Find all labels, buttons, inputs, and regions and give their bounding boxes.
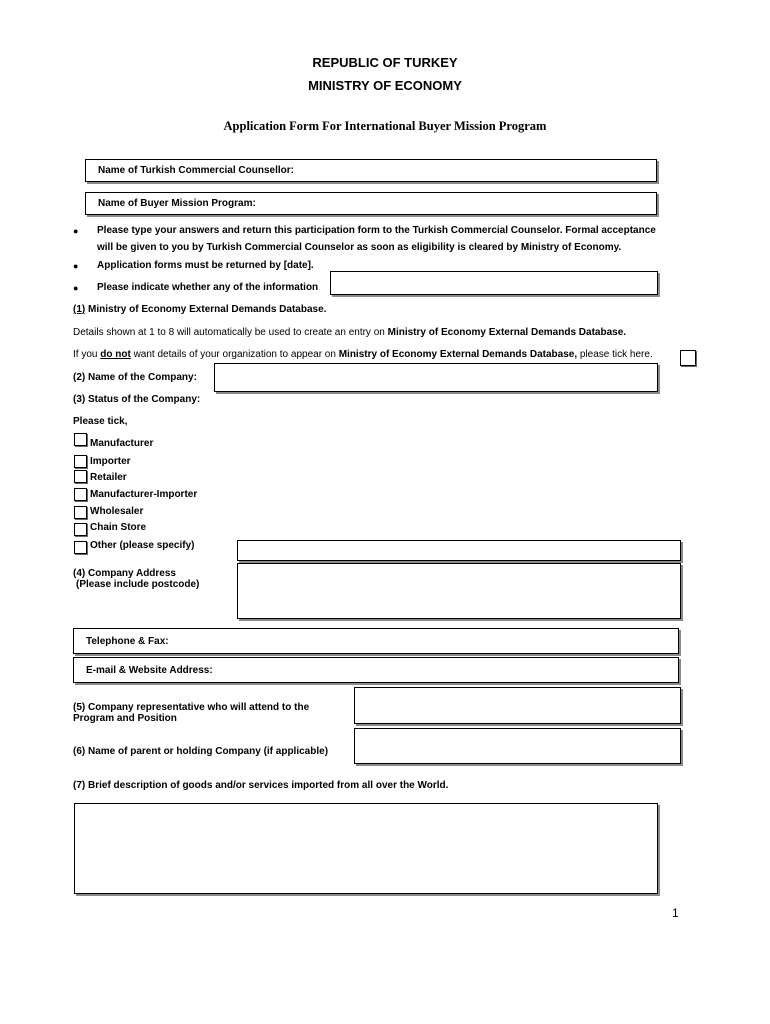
optout-mid: want details of your organization to appear on xyxy=(130,349,339,360)
manufacturer-importer-label: Manufacturer-Importer xyxy=(90,489,198,500)
instruction-line2: will be given to you by Turkish Commercial Counselor as soon as eligibility is cleared by Ministry of Economy. xyxy=(97,242,622,253)
section1-num: (1) xyxy=(73,304,86,315)
bullet-dot-icon: ● xyxy=(73,226,79,236)
goods-description-label: (7) Brief description of goods and/or services imported from all over the World. xyxy=(73,780,449,791)
header-ministry: MINISTRY OF ECONOMY xyxy=(308,78,462,93)
counsellor-name-field[interactable] xyxy=(85,159,657,182)
phone-fax-label: Telephone & Fax: xyxy=(86,635,169,647)
parent-company-input[interactable] xyxy=(354,728,681,764)
goods-description-input[interactable] xyxy=(74,803,658,894)
manufacturer-checkbox[interactable] xyxy=(74,433,87,446)
details-note xyxy=(73,327,626,338)
company-status-label: (3) Status of the Company: xyxy=(73,394,201,405)
page-number: 1 xyxy=(672,906,679,920)
importer-label: Importer xyxy=(90,456,131,467)
chain-store-label: Chain Store xyxy=(90,522,147,533)
form-title: Application Form For International Buyer Mission Program xyxy=(223,119,547,133)
bullet-dot-icon: ● xyxy=(73,283,79,293)
retailer-checkbox[interactable] xyxy=(74,470,87,483)
other-checkbox[interactable] xyxy=(74,541,87,554)
counsellor-name-label: Name of Turkish Commercial Counsellor: xyxy=(98,165,294,176)
instruction-line1: Please type your answers and return this participation form to the Turkish Commercial Counselor. Formal acceptance xyxy=(97,225,656,236)
manufacturer-importer-checkbox[interactable] xyxy=(74,488,87,501)
optout-do-not: do not xyxy=(100,349,131,360)
manufacturer-label: Manufacturer xyxy=(90,438,154,449)
deadline-instruction: Application forms must be returned by [date]. xyxy=(97,260,314,271)
bullet-dot-icon: ● xyxy=(73,261,79,271)
address-sublabel: (Please include postcode) xyxy=(76,579,200,590)
other-label: Other (please specify) xyxy=(90,540,195,551)
representative-label: (5) Company representative who will attend to the xyxy=(73,702,310,713)
company-name-label: (2) Name of the Company: xyxy=(73,372,197,383)
wholesaler-checkbox[interactable] xyxy=(74,506,87,519)
section1-heading xyxy=(73,304,326,315)
optout-note xyxy=(73,349,653,360)
email-website-field[interactable] xyxy=(73,657,679,683)
optout-db: Ministry of Economy External Demands Database, xyxy=(338,349,578,360)
program-name-field[interactable] xyxy=(85,192,657,215)
header-republic: REPUBLIC OF TURKEY xyxy=(312,55,458,70)
address-label: (4) Company Address xyxy=(73,568,176,579)
indicate-field[interactable] xyxy=(330,271,658,295)
parent-company-label: (6) Name of parent or holding Company (if applicable) xyxy=(73,746,329,757)
optout-pre: If you xyxy=(73,349,101,360)
other-specify-input[interactable] xyxy=(237,540,681,561)
wholesaler-label: Wholesaler xyxy=(90,506,144,517)
email-website-label: E-mail & Website Address: xyxy=(86,664,213,676)
program-name-label: Name of Buyer Mission Program: xyxy=(98,198,256,209)
optout-checkbox[interactable] xyxy=(680,350,696,366)
representative-input[interactable] xyxy=(354,687,681,724)
details-note-db: Ministry of Economy External Demands Database. xyxy=(387,327,627,338)
section1-title: Ministry of Economy External Demands Database. xyxy=(85,304,327,315)
chain-store-checkbox[interactable] xyxy=(74,523,87,536)
please-tick-label: Please tick, xyxy=(73,416,128,427)
retailer-label: Retailer xyxy=(90,472,127,483)
optout-post: please tick here. xyxy=(577,349,653,360)
address-input[interactable] xyxy=(237,563,681,619)
details-note-text: Details shown at 1 to 8 will automatically be used to create an entry on xyxy=(73,327,388,338)
representative-sublabel: Program and Position xyxy=(73,713,177,724)
phone-fax-field[interactable] xyxy=(73,628,679,654)
importer-checkbox[interactable] xyxy=(74,455,87,468)
indicate-instruction: Please indicate whether any of the information xyxy=(97,282,319,293)
company-name-input[interactable] xyxy=(214,363,658,392)
